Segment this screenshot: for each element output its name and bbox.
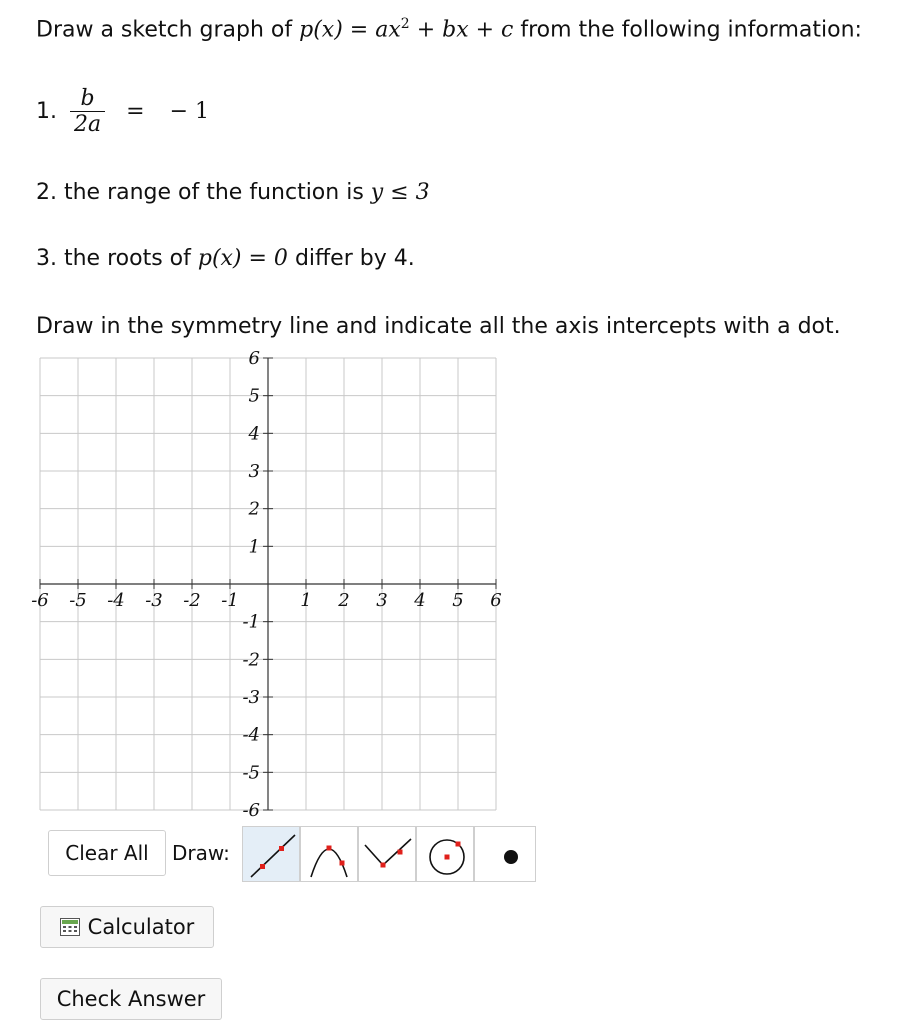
condition-1 — [36, 86, 209, 156]
item1-numerator: b — [80, 86, 95, 111]
y-tick-label: -4 — [242, 724, 260, 746]
parabola-down-tool-button[interactable] — [300, 826, 358, 882]
x-tick-label: -4 — [107, 590, 125, 611]
item3-math: p(x) = 0 — [197, 246, 288, 271]
x-tick-label: 4 — [414, 590, 426, 611]
calculator-label: Calculator — [87, 915, 195, 939]
function-rhs-a: ax — [375, 17, 401, 43]
graph-canvas[interactable] — [0, 348, 540, 820]
clear-all-button[interactable]: Clear All — [48, 830, 166, 876]
x-tick-label: 3 — [376, 590, 388, 611]
point-tool-icon — [475, 827, 537, 883]
y-tick-label: 4 — [248, 423, 260, 445]
y-tick-label: -3 — [242, 687, 260, 708]
y-tick-label: 5 — [248, 385, 260, 407]
x-tick-label: 2 — [338, 590, 350, 611]
x-tick-label: -3 — [145, 590, 163, 611]
y-tick-label: 6 — [248, 348, 260, 369]
y-tick-label: -2 — [242, 649, 260, 671]
parabola-up-tool-button[interactable] — [358, 826, 416, 882]
calculator-button[interactable] — [40, 906, 214, 948]
circle-tool-icon — [417, 827, 475, 883]
question-instruction — [36, 16, 862, 42]
draw-instruction: Draw in the symmetry line and indicate all the axis intercepts with a dot. — [36, 314, 841, 339]
line-tool-button[interactable] — [242, 826, 300, 882]
y-tick-label: -6 — [242, 800, 260, 820]
function-lhs: p(x) — [299, 17, 343, 43]
condition-3 — [36, 246, 415, 271]
y-tick-label: 1 — [248, 536, 260, 558]
x-tick-label: 5 — [452, 590, 464, 611]
y-tick-label: -1 — [242, 611, 260, 633]
function-equals: = — [349, 17, 369, 43]
x-tick-label: -2 — [183, 590, 201, 611]
function-rhs-rest: + bx + c — [416, 17, 514, 43]
x-tick-label: -6 — [31, 590, 49, 611]
item1-number: 1. — [36, 99, 57, 124]
item2-math: y ≤ 3 — [370, 180, 430, 205]
x-tick-label: 6 — [490, 590, 502, 611]
y-tick-label: 2 — [248, 498, 260, 520]
item1-equals: = — [126, 99, 145, 124]
draw-label: Draw: — [172, 841, 230, 865]
item2-text: 2. the range of the function is — [36, 180, 364, 205]
condition-2 — [36, 180, 430, 205]
intro-prefix: Draw a sketch graph of — [36, 17, 293, 43]
parabola-up-icon — [359, 827, 417, 883]
calculator-icon — [60, 918, 80, 936]
function-exponent: 2 — [400, 16, 410, 32]
item1-fraction — [70, 86, 105, 137]
x-tick-label: -5 — [69, 590, 87, 611]
check-answer-button[interactable]: Check Answer — [40, 978, 222, 1020]
parabola-down-icon — [301, 827, 359, 883]
item1-value: − 1 — [169, 99, 209, 124]
intro-suffix: from the following information: — [520, 17, 862, 43]
circle-tool-button[interactable] — [416, 826, 474, 882]
item3-prefix: 3. the roots of — [36, 246, 191, 271]
item1-denominator: 2a — [74, 112, 102, 137]
point-tool-button[interactable] — [474, 826, 536, 882]
axes — [40, 358, 496, 810]
line-tool-icon — [243, 827, 301, 883]
item3-suffix: differ by 4. — [294, 246, 415, 271]
x-tick-label: -1 — [221, 590, 239, 611]
x-tick-label: 1 — [300, 590, 312, 611]
y-tick-label: -5 — [242, 762, 260, 784]
y-tick-label: 3 — [248, 461, 260, 482]
